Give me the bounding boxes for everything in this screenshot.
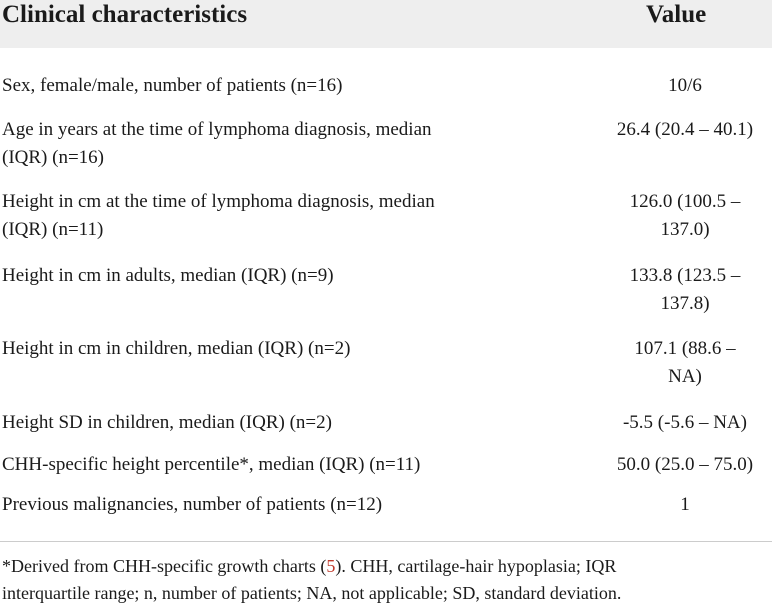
- characteristic-cell: [2, 72, 562, 100]
- characteristic-cell: [2, 116, 562, 172]
- value-text: 1: [680, 494, 690, 515]
- value-text: -5.5 (-5.6 – NA): [622, 412, 747, 433]
- characteristic-text: Height in cm at the time of lymphoma diagnosis, median: [2, 191, 435, 212]
- value-text: 26.4 (20.4 – 40.1): [616, 119, 754, 140]
- value-text: 133.8 (123.5 –: [629, 265, 741, 286]
- characteristic-text: Height in cm in children, median (IQR) (n=2): [2, 338, 351, 359]
- value-cell: [590, 409, 772, 437]
- value-cell: [590, 72, 772, 100]
- characteristic-cell: [2, 262, 562, 290]
- value-cell: [590, 335, 772, 391]
- header-value: Value: [646, 1, 707, 28]
- characteristic-text: (IQR) (n=16): [2, 147, 104, 168]
- footnote-line-1: [2, 553, 772, 580]
- characteristic-text: Height SD in children, median (IQR) (n=2): [2, 412, 332, 433]
- value-text: 10/6: [668, 75, 702, 96]
- characteristic-text: Sex, female/male, number of patients (n=16): [2, 75, 343, 96]
- value-text: 50.0 (25.0 – 75.0): [616, 454, 754, 475]
- value-cell: [590, 116, 772, 144]
- characteristic-cell: [2, 409, 562, 437]
- value-text: 137.0): [660, 219, 710, 240]
- value-cell: [590, 451, 772, 479]
- value-text: 107.1 (88.6 –: [634, 338, 736, 359]
- characteristic-cell: [2, 188, 562, 244]
- value-text: 126.0 (100.5 –: [629, 191, 741, 212]
- footnote-text: ). CHH, cartilage-hair hypoplasia; IQR: [335, 556, 617, 576]
- characteristic-cell: [2, 491, 562, 519]
- value-text: 137.8): [660, 293, 710, 314]
- table-footnote: [2, 553, 772, 607]
- value-cell: [590, 491, 772, 519]
- characteristic-cell: [2, 451, 562, 479]
- characteristic-text: Previous malignancies, number of patients (n=12): [2, 494, 383, 515]
- characteristic-text: (IQR) (n=11): [2, 219, 104, 240]
- characteristic-text: CHH-specific height percentile*, median (IQR) (n=11): [2, 454, 421, 475]
- characteristic-text: Height in cm in adults, median (IQR) (n=9): [2, 265, 334, 286]
- value-text: NA): [668, 366, 702, 387]
- characteristic-cell: [2, 335, 562, 363]
- footnote-divider: [0, 541, 772, 542]
- table-header: [0, 0, 772, 48]
- reference-link[interactable]: 5: [326, 556, 336, 576]
- header-clinical-characteristics: Clinical characteristics: [2, 1, 248, 28]
- value-cell: [590, 262, 772, 318]
- value-cell: [590, 188, 772, 244]
- characteristic-text: Age in years at the time of lymphoma diagnosis, median: [2, 119, 432, 140]
- footnote-line-2: interquartile range; n, number of patients; NA, not applicable; SD, standard deviation.: [2, 583, 622, 603]
- footnote-text: *Derived from CHH-specific growth charts (: [2, 556, 327, 576]
